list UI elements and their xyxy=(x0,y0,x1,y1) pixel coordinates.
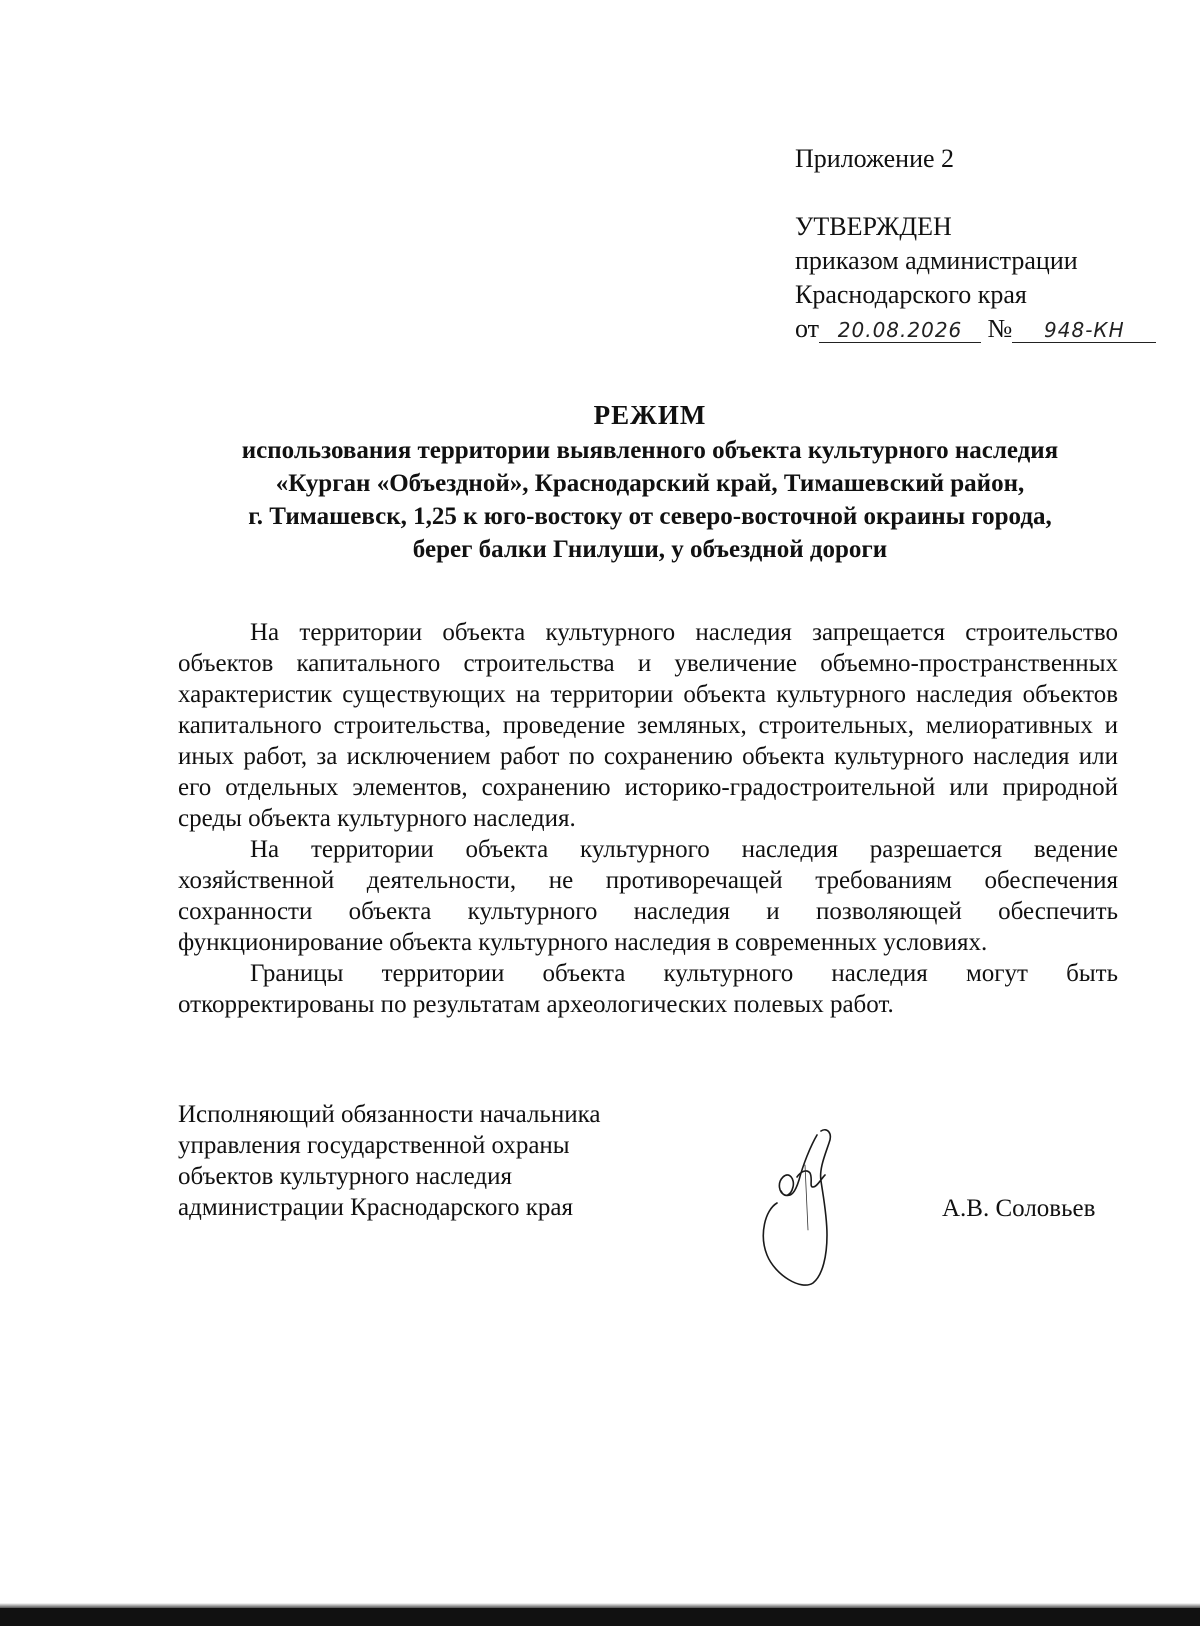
approved-region: Краснодарского края xyxy=(795,280,1027,309)
signatory-name: А.В. Соловьев xyxy=(942,1195,1096,1222)
document-title: РЕЖИМ xyxy=(593,400,707,430)
paragraph-prohibitions: На территории объекта культурного наследия запрещается строительство объектов капитального строительства и увеличение объемно-пространственных характеристик существующих на территории объекта культурного наследия объектов капитального строительства, проведение земляных, строительных, мелиоративных и иных работ, за исключением работ по сохранению объекта культурного наследия или его отдельных элементов, сохранению историко-градостроительной или природной среды объекта культурного наследия. xyxy=(178,619,1118,832)
date-prefix: от xyxy=(795,314,820,343)
approved-label: УТВЕРЖДЕН xyxy=(795,212,952,241)
paragraph-permissions: На территории объекта культурного наследия разрешается ведение хозяйственной деятельности, не противоречащей требованиям обеспечения сохранности объекта культурного наследия и позволяющей обеспечить функционирование объекта культурного наследия в современных условиях. xyxy=(178,836,1118,956)
handwritten-order-date: 20.08.2026 xyxy=(819,318,981,343)
title-line-2: «Курган «Объездной», Краснодарский край, Тимашевский район, xyxy=(275,470,1025,497)
order-date-number-line xyxy=(795,312,1165,346)
title-line-3: г. Тимашевск, 1,25 к юго-востоку от северо-восточной окраины города, xyxy=(248,503,1052,530)
paragraph-boundaries: Границы территории объекта культурного наследия могут быть откорректированы по результатам археологических полевых работ. xyxy=(178,960,1118,1018)
handwritten-order-number: 948-КН xyxy=(1012,318,1156,343)
signatory-line-2: управления государственной охраны xyxy=(178,1132,570,1159)
document-title-block xyxy=(170,398,1130,566)
document-body xyxy=(178,617,1118,1020)
signatory-line-4: администрации Краснодарского края xyxy=(178,1194,574,1221)
signatory-line-1: Исполняющий обязанности начальника xyxy=(178,1101,601,1128)
number-prefix: № xyxy=(987,314,1013,343)
handwritten-signature xyxy=(755,1125,865,1305)
signatory-position xyxy=(178,1099,698,1223)
title-line-4: берег балки Гнилуши, у объездной дороги xyxy=(412,536,888,563)
scan-bottom-edge xyxy=(0,1608,1200,1626)
signatory-line-3: объектов культурного наследия xyxy=(178,1163,512,1190)
approval-block xyxy=(795,142,1165,346)
appendix-label: Приложение 2 xyxy=(795,144,955,173)
title-line-1: использования территории выявленного объекта культурного наследия xyxy=(241,437,1059,464)
approved-by-order: приказом администрации xyxy=(795,246,1078,275)
